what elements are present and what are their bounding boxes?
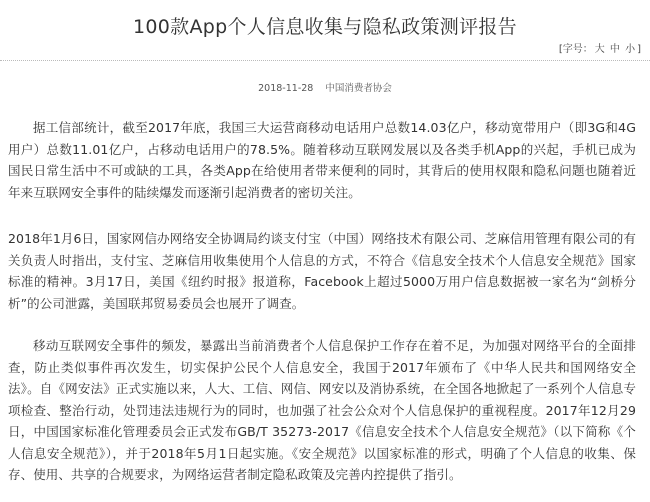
paragraph-3: 移动互联网安全事件的频发，暴露出当前消费者个人信息保护工作存在着不足，为加强对网络平台的全面排查，防止类似事件再次发生，切实保护公民个人信息安全，我国于2017年颁布了《中华人民共和国网络安全法》。自《网安法》正式实施以来，人大、工信、网信、网安以及消协系统，在全国各地掀起了一系列个人信息专项检查、整治行动，处罚违法违规行为的同时，也加强了社会公众对个人信息保护的重视程度。2017年12月29日，中国国家标准化管理委员会正式发布GB/T 35273-2017《信息安全技术个人信息安全规范》（以下简称《个人信息安全规范》），并于2018年5月1日起实施。《安全规范》以国家标准的形式，明确了个人信息的收集、保存、使用、共享的合规要求，为网络运营者制定隐私政策及完善内控提供了指引。 xyxy=(8,338,636,482)
font-size-suffix: ] xyxy=(637,44,641,55)
publish-date: 2018-11-28 xyxy=(258,83,314,94)
font-size-small-link[interactable]: 小 xyxy=(625,44,636,55)
font-size-control xyxy=(558,40,642,55)
paragraph-1: 据工信部统计，截至2017年底，我国三大运营商移动电话用户总数14.03亿户，移动宽带用户（即3G和4G用户）总数11.01亿户，占移动电话用户的78.5%。随着移动互联网发展以及各类手机App的兴起，手机已成为国民日常生活中不可或缺的工具，各类App在给使用者带来便利的同时，其背后的使用权限和隐私问题也随着近年来互联网安全事件的陆续爆发而逐渐引起消费者的密切关注。 xyxy=(8,120,636,200)
font-size-medium-link[interactable]: 中 xyxy=(609,44,620,55)
article-meta xyxy=(0,80,650,94)
font-size-large-link[interactable]: 大 xyxy=(594,44,605,55)
article-source: 中国消费者协会 xyxy=(325,83,392,94)
font-size-prefix: [字号： xyxy=(558,44,593,55)
paragraph-2: 2018年1月6日，国家网信办网络安全协调局约谈支付宝（中国）网络技术有限公司、芝麻信用管理有限公司的有关负责人时指出，支付宝、芝麻信用收集使用个人信息的方式，不符合《信息安全技术个人信息安全规范》国家标准的精神。3月17日，美国《纽约时报》报道称，Facebook上超过5000万用户信息数据被一家名为“剑桥分析”的公司泄露，美国联邦贸易委员会也展开了调查。 xyxy=(8,231,636,311)
article-title: 100款App个人信息收集与隐私政策测评报告 xyxy=(133,16,517,38)
header-divider xyxy=(0,60,650,61)
